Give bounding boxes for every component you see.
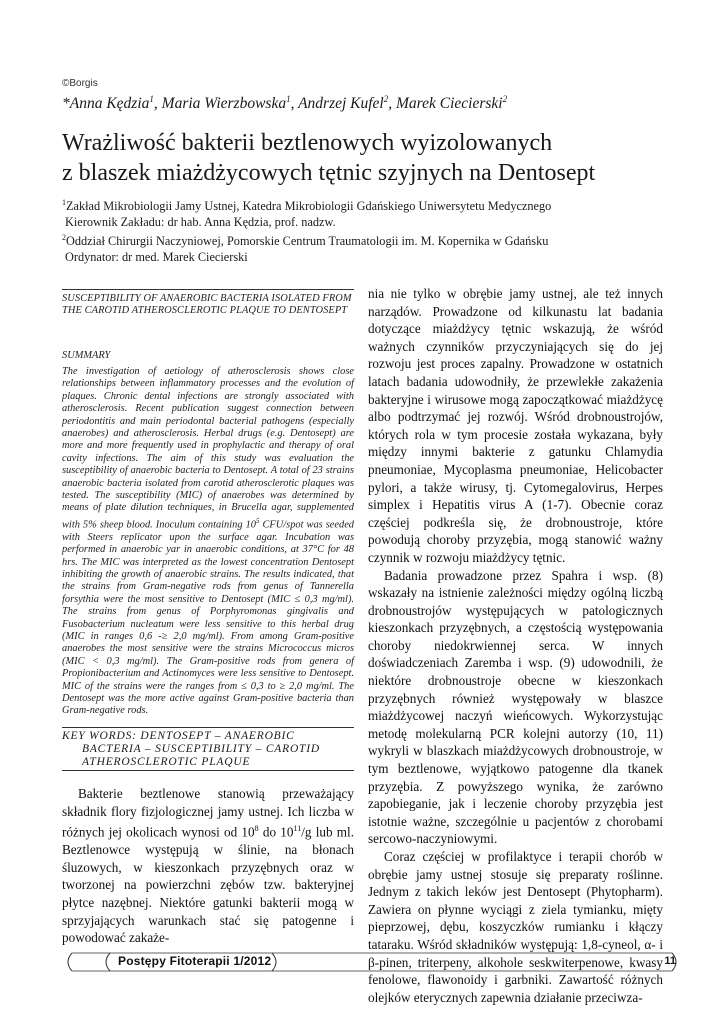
title-line-1: Wrażliwość bakterii beztlenowych wyizolowanych [62,130,553,156]
publisher-credit: ©Borgis [62,78,98,89]
affiliation-1-head: Kierownik Zakładu: dr hab. Anna Kędzia, prof. nadzw. [65,215,336,230]
intro-text-part-3: /g lub ml. Beztlenowce występują w ślinie, na błonach śluzowych, w kieszonkach przyzębnych oraz w tworzonej na powierzchni zębów tzw. bakteryjnej płytce nazębnej. Niektóre gatunki bakterii mogą w sprzyjających warunkach stać się patogenne i powodować zakaże- [62,824,355,946]
left-body-text [62,785,354,947]
keywords-top-rule [62,727,354,728]
intro-text-part-2: do 10 [258,824,294,840]
keywords-text: KEY WORDS: DENTOSEPT – ANAEROBIC BACTERIA – SUSCEPTIBILITY – CAROTID ATHEROSCLEROTIC PLAQUE [62,730,320,768]
author-2-affil-ref: 1 [286,94,291,104]
affiliations [62,195,682,265]
affiliation-1-text: Zakład Mikrobiologii Jamy Ustnej, Katedra Mikrobiologii Gdańskiego Uniwersytetu Medycznego [66,199,552,214]
author-2: , Maria Wierzbowska [153,95,287,113]
english-title: SUSCEPTIBILITY OF ANAEROBIC BACTERIA ISOLATED FROM THE CAROTID ATHEROSCLEROTIC PLAQUE TO DENTOSEPT [62,293,352,317]
body-paragraph-1: nia nie tylko w obrębie jamy ustnej, ale też innych narządów. Prowadzone od kilkunastu lat badania dotyczące miażdżycy tętnic wskazują, że wśród ważnych czynników przyczyniających się do jej rozwoju jest proces zapalny. Prowadzone w ostatnich latach badania udowodniły, że przewlekłe zakażenia bakteryjne i wirusowe mogą zapoczątkować miażdżycę albo podtrzymać jej rozwój. Wśród drobnoustrojów, których rola w tym procesie została wykazana, były między innymi bakterie z gatunku Chlamydia pneumoniae, Mycoplasma pneumoniae, Helicobacter pylori, a także wirusy, tj. Cytomegalovirus, Herpes simplex i Hepatitis virus A (1-7). Obecnie coraz częściej podkreśla się, że drobnoustroje, które powodują choroby przyzębia, mogą stanowić ważny czynnik w rozwoju miażdżycy tętnic. [368,286,663,565]
affiliation-2-head: Ordynator: dr med. Marek Ciecierski [65,250,248,265]
author-1-affil-ref: 1 [149,94,154,104]
article-title [62,128,672,188]
keywords-bottom-rule [62,770,354,771]
body-paragraph-2: Badania prowadzone przez Spahra i wsp. (8) wskazały na istnienie zależności między ogólną liczbą drobnoustrojów występujących w patologicznych kieszonkach przyzębnych, a częstością występowania choroby niedokrwiennej serca. W innych doświadczeniach Zaremba i wsp. (9) udowodnili, że niektóre drobnoustroje obecne w kieszonkach przyzębnych również występowały w blaszce miażdżycowej naczyń wieńcowych. Wykorzystując metodę molekularną PCR kolejni autorzy (10, 11) wykryli w blaszkach miażdżycowych drobnoustroje, w tym beztlenowe, wyjątkowo patogenne dla tkanek przyzębia. Z powyższego wynika, że zarówno zapobieganie, jak i leczenie choroby przyzębia jest istotnie ważne, szczególnie u pacjentów z chorobami sercowo-naczyniowymi. [368,567,663,847]
summary-body [62,366,354,718]
author-4: , Marek Ciecierski [388,95,503,113]
right-body-text [368,285,663,1006]
page-number: 11 [664,955,676,967]
affiliation-1-marker: 1 [62,198,66,207]
affiliation-1 [62,195,682,214]
author-4-affil-ref: 2 [502,94,508,104]
intro-paragraph [62,785,354,947]
author-3-affil-ref: 2 [383,94,389,104]
intro-text-part-1: Bakterie beztlenowe stanowią przeważający składnik flory fizjologicznej jamy ustnej. Ich liczba w różnych jej okolicach wynosi od 10 [62,786,354,840]
title-line-2: z blaszek miażdżycowych tętnic szyjnych na Dentosept [62,160,596,186]
intro-exponent-1: 8 [254,824,259,834]
author-1: *Anna Kędzia [62,95,150,113]
summary-heading: SUMMARY [62,350,111,361]
footer-journal-name: Postępy Fitoterapii 1/2012 [118,954,272,968]
affiliation-2-marker: 2 [62,233,66,243]
summary-exponent: 5 [255,516,260,525]
keywords [62,730,354,769]
author-list [62,94,507,113]
affiliation-2 [62,230,682,249]
affiliation-2-text: Oddział Chirurgii Naczyniowej, Pomorskie Centrum Traumatologii im. M. Kopernika w Gdańsku [66,234,549,249]
intro-exponent-2: 11 [293,824,302,834]
summary-text-part-2: CFU/spot was seeded with Steers replicator upon the surface agar. Incubation was performed in anaerobic yar in anaerobic conditions, at 37°C for 48 hrs. The MIC was interpreted as the lowest concentration Dentosept inhibiting the growth of anaerobic strains. The results indicated, that the strains from Gram-negative rods from genus of Tannerella forsythia were the most sensitive to Dentosept (MIC ≤ 0,3 mg/ml). The strains from genus of Porphyromonas gingivalis and Fusobacterium nucleatum were less sensitive to this herbal drug (MIC in ranges 0,6 -≥ 2,0 mg/ml). From among Gram-positive anaerobes the most sensitive were the strains Micrococcus micros (MIC < 0,3 mg/ml). The Gram-positive rods from genera of Propionibacterium and Actinomyces were less sensitive to Dentosept. MIC of the strains were the ranges from ≤ 0,3 to ≥ 2,0 mg/ml. The Dentosept was the more active against Gram-positive bacteria than Gram-negative rods. [62,519,354,717]
summary-text-part-1: The investigation of aetiology of atherosclerosis shows close relationships between inflammatory processes and the evolution of plaques. Chronic dental infections are strongly associated with atherosclerosis. Recent publication suggest connection between periodontitis and main periodontal bacterial pathogens (especially anaerobes) and atherosclerosis. Herbal drugs (e.g. Dentosept) are more and more frequently used in prophylactic and therapy of oral cavity infections. The aim of this study was evaluation the susceptibility of anaerobic bacteria to Dentosept. A total of 23 strains anaerobic bacteria isolated from carotid atherosclerotic plaques was tested. The susceptibility (MIC) of anaerobes was determined by means of plate dilution techniques, in Brucella agar, supplemented with 5% sheep blood. Inoculum containing 10 [62,366,354,531]
body-paragraph-3: Coraz częściej w profilaktyce i terapii chorób w obrębie jamy ustnej stosuje się preparaty roślinne. Jednym z takich leków jest Dentosept (Phytopharm). Zawiera on płynne wyciągi z ziela tymianku, mięty pieprzowej, dębu, koszyczków rumianku i kłączy tataraku. Wśród składników występują: 1,8-cyneol, α- i β-pinen, triterpeny, alkohole seskwiterpenowe, kwasy fenolowe, flawonoidy i garbniki. Zawartość różnych olejków eterycznych zapewnia działanie przeciwza- [368,849,663,1005]
abstract-top-rule [62,289,354,290]
author-3: , Andrzej Kufel [290,95,384,113]
